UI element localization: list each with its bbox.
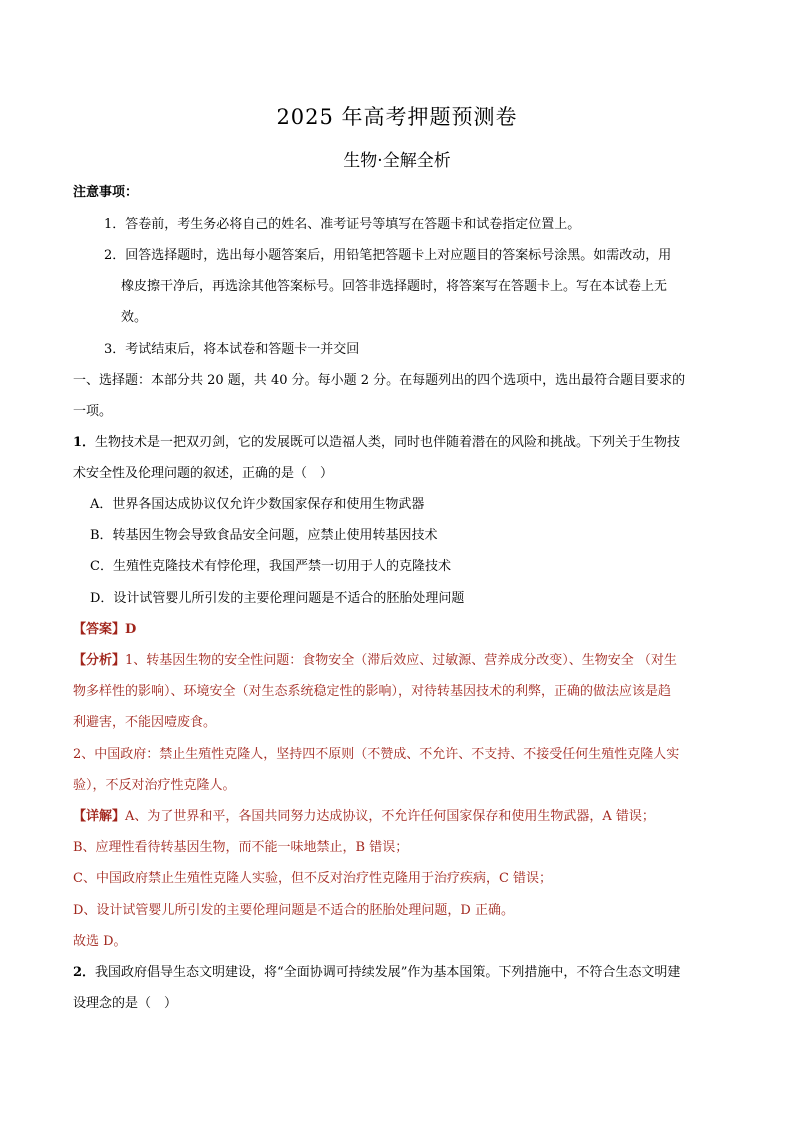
q2-stem-line-1 [73, 964, 680, 982]
notice-item-2-cont: 橡皮擦干净后，再选涂其他答案标号。回答非选择题时，将答案写在答题卡上。写在本试卷上无 [121, 279, 668, 294]
q1-detail-line-3: C、中国政府禁止生殖性克隆人实验，但不反对治疗性克隆用于治疗疾病，C 错误； [73, 871, 553, 886]
notice-item-2: 2．回答选择题时，选出每小题答案后，用铅笔把答题卡上对应题目的答案标号涂黑。如需改动，用 [104, 248, 672, 263]
q1-option-d: D．设计试管婴儿所引发的主要伦理问题是不适合的胚胎处理问题 [90, 591, 465, 606]
section-heading: 一、选择题：本部分共 20 题，共 40 分。每小题 2 分。在每题列出的四个选项中，选出最符合题目要求的 [73, 373, 686, 388]
q1-analysis-line-3: 利避害，不能因噎废食。 [73, 715, 217, 730]
notice-item-3: 3．考试结束后，将本试卷和答题卡一并交回 [104, 342, 360, 357]
q1-analysis-line-5: 验），不反对治疗性克隆人。 [73, 778, 236, 793]
detail-label: 【详解】 [73, 809, 126, 824]
page-subtitle: 生物·全解全析 [343, 151, 451, 171]
analysis-label: 【分析】 [73, 653, 126, 668]
q1-option-c: C．生殖性克隆技术有悖伦理，我国严禁一切用于人的克隆技术 [90, 559, 451, 574]
detail-text-1: A、为了世界和平，各国共同努力达成协议，不允许任何国家保存和使用生物武器，A 错误； [125, 809, 655, 824]
notice-heading: 注意事项： [73, 185, 139, 200]
q1-detail-line-2: B、应理性看待转基因生物，而不能一味地禁止，B 错误； [73, 840, 409, 855]
q2-stem-text: 我国政府倡导生态文明建设，将“全面协调可持续发展”作为基本国策。下列措施中，不符合生态文明建 [95, 965, 681, 980]
answer-label: 【答案】 [73, 622, 126, 637]
section-heading-cont: 一项。 [73, 404, 113, 419]
q1-detail-line-4: D、设计试管婴儿所引发的主要伦理问题是不适合的胚胎处理问题，D 正确。 [73, 903, 514, 918]
q1-stem-text: 生物技术是一把双刃剑，它的发展既可以造福人类，同时也伴随着潜在的风险和挑战。下列关于生物技 [95, 435, 681, 450]
q1-stem-line-1 [73, 434, 680, 452]
answer-value: D [125, 622, 137, 637]
notice-item-1: 1．答卷前，考生务必将自己的姓名、准考证号等填写在答题卡和试卷指定位置上。 [104, 217, 581, 232]
q1-detail-line-1 [73, 808, 655, 826]
q2-number: 2． [73, 965, 96, 980]
q2-stem-line-2: 设理念的是（ ） [73, 996, 178, 1011]
page-title: 2025 年高考押题预测卷 [276, 105, 518, 129]
q1-number: 1． [73, 435, 96, 450]
q1-stem-line-2: 术安全性及伦理问题的叙述，正确的是（ ） [73, 466, 334, 481]
notice-item-2-end: 效。 [121, 310, 148, 325]
q1-answer [73, 621, 136, 639]
q1-analysis-line-1 [73, 652, 677, 670]
q1-option-b: B．转基因生物会导致食品安全问题，应禁止使用转基因技术 [90, 528, 438, 543]
q1-option-a: A．世界各国达成协议仅允许少数国家保存和使用生物武器 [90, 497, 425, 512]
q1-analysis-line-4: 2、中国政府：禁止生殖性克隆人，坚持四不原则（不赞成、不允许、不支持、不接受任何生殖性克隆人实 [73, 747, 680, 762]
q1-analysis-line-2: 物多样性的影响）、环境安全（对生态系统稳定性的影响），对待转基因技术的利弊，正确的做法应该是趋 [73, 684, 672, 699]
q1-detail-conclusion: 故选 D。 [73, 934, 127, 949]
analysis-text-1: 1、转基因生物的安全性问题：食物安全（滞后效应、过敏源、营养成分改变）、生物安全 （对生 [125, 653, 677, 668]
